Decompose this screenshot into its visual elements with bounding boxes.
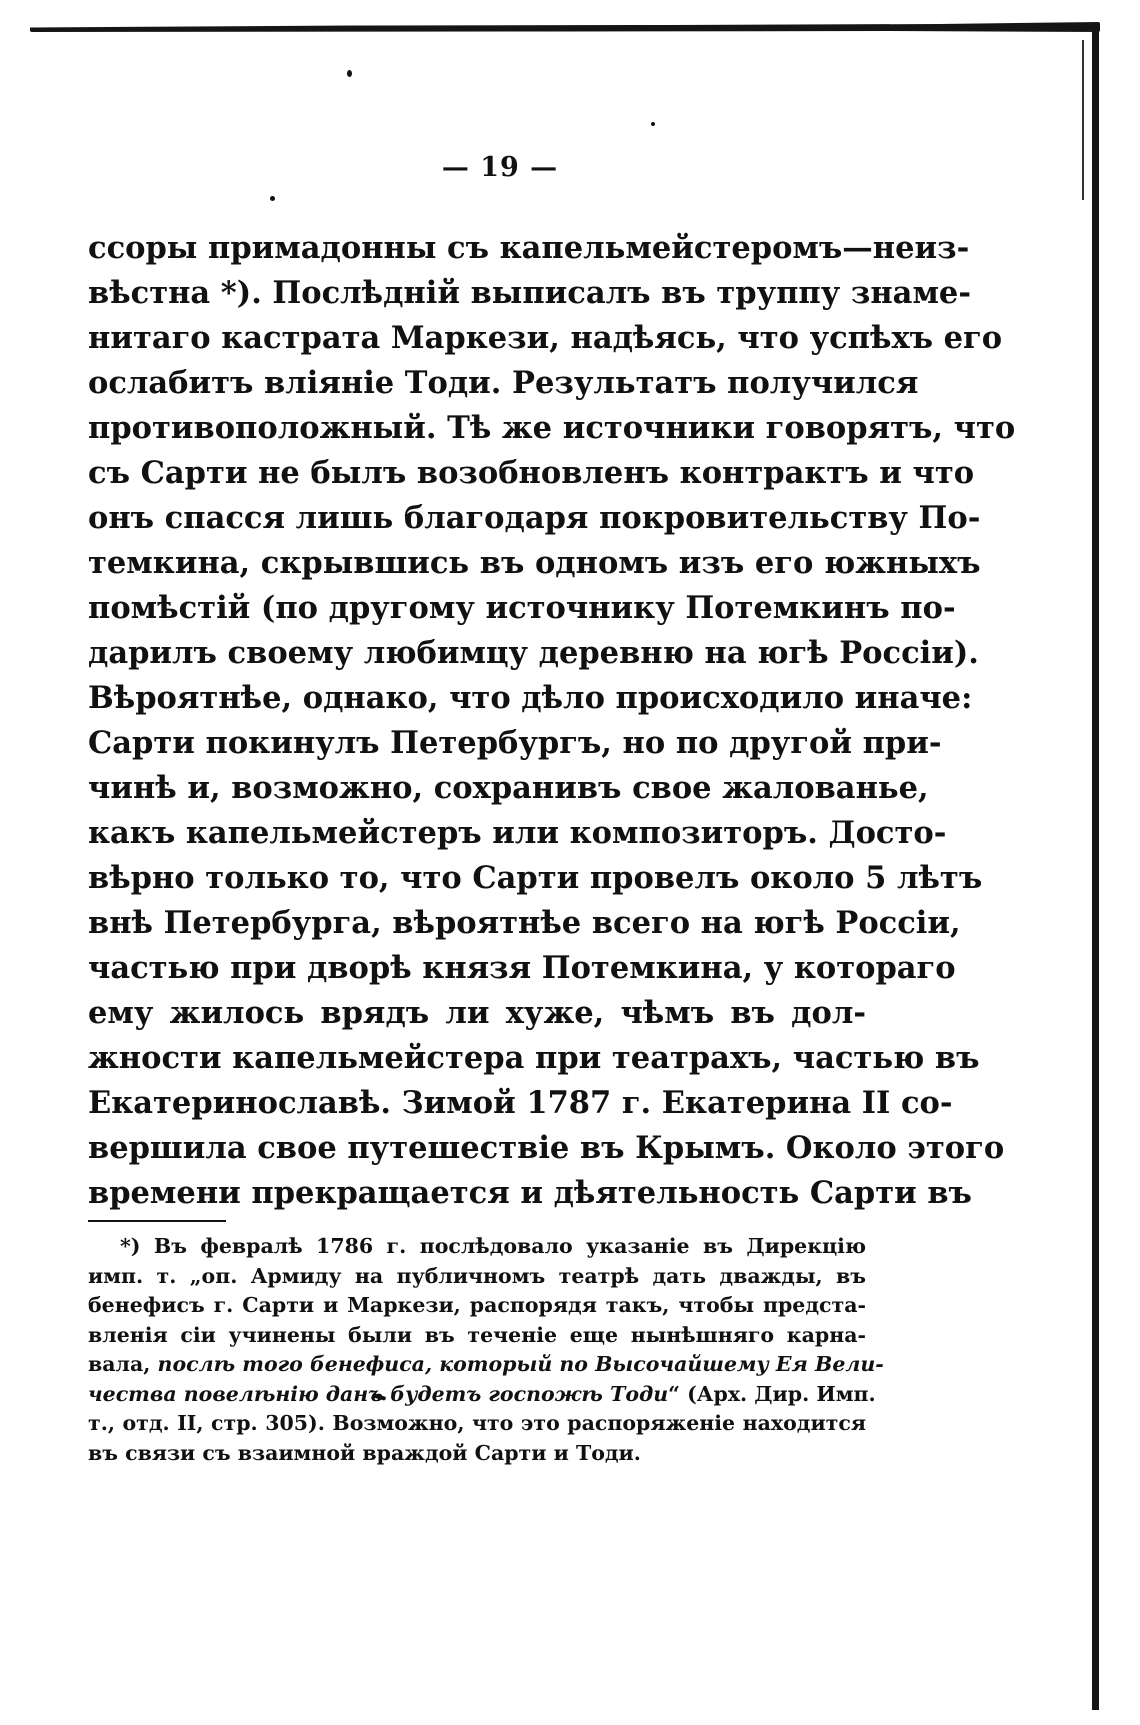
scan-right-edge xyxy=(1092,30,1099,1710)
text-line: онъ спасся лишь благодаря покровительству По- xyxy=(88,500,981,536)
text-line: вершила свое путешествiе въ Крымъ. Около этого xyxy=(88,1130,1005,1166)
text-line: ему жилось врядъ ли хуже, чѣмъ въ дол- xyxy=(88,995,866,1031)
text-line: какъ капельмейстеръ или композиторъ. Досто- xyxy=(88,815,947,851)
text-line: противоположный. Тѣ же источники говорятъ, что xyxy=(88,410,1016,446)
footnote xyxy=(88,1232,884,1468)
footnote-line: имп. т. „оп. Армиду на публичномъ театрѣ дать дважды, въ xyxy=(88,1263,866,1288)
footnote-line: вленiя сiи учинены были въ теченiе еще нынѣшняго карна- xyxy=(88,1322,866,1347)
text-line: помѣстiй (по другому источнику Потемкинъ по- xyxy=(88,590,956,626)
text-line: Вѣроятнѣе, однако, что дѣло происходило иначе: xyxy=(88,680,973,716)
footnote-quote: послѣ того бенефиса, который по Высочайшему Ея Вели- xyxy=(157,1352,884,1376)
text-line: нитаго кастрата Маркези, надѣясь, что успѣхъ его xyxy=(88,320,1003,356)
ink-speck xyxy=(651,122,655,126)
text-line: вѣрно только то, что Сарти провелъ около 5 лѣтъ xyxy=(88,860,983,896)
footnote-text: вала, xyxy=(88,1352,151,1376)
text-line: внѣ Петербурга, вѣроятнѣе всего на югѣ Россiи, xyxy=(88,905,961,941)
footnote-line: бенефисъ г. Сарти и Маркези, распорядя такъ, чтобы предста- xyxy=(88,1293,866,1317)
text-line: темкина, скрывшись въ одномъ изъ его южныхъ xyxy=(88,545,981,581)
scan-top-edge xyxy=(30,22,1100,32)
ink-speck xyxy=(347,70,352,77)
text-line: времени прекращается и дѣятельность Сарти въ xyxy=(88,1175,972,1211)
text-line: ослабитъ влiянiе Тоди. Результатъ получился xyxy=(88,365,919,401)
footnote-line: т., отд. II, стр. 305). Возможно, что это распоряженiе находится xyxy=(88,1411,866,1435)
footnote-line: *) Въ февралѣ 1786 г. послѣдовало указанiе въ Дирекцiю xyxy=(120,1234,866,1258)
page-number: — 19 — xyxy=(441,152,559,183)
footnote-line xyxy=(88,1350,884,1380)
text-line: ссоры примадонны съ капельмейстеромъ—неиз- xyxy=(88,230,970,266)
text-line: вѣстна *). Послѣднiй выписалъ въ труппу знаме- xyxy=(88,275,971,311)
main-text xyxy=(88,226,1016,1216)
text-line: чинѣ и, возможно, сохранивъ свое жалованье, xyxy=(88,770,929,806)
footnote-quote: чества повелѣнiю данъ будетъ госпожѣ Тоди xyxy=(88,1381,669,1406)
text-line: дарилъ своему любимцу деревню на югѣ Россiи). xyxy=(88,635,979,671)
footnote-line: въ связи съ взаимной враждой Сарти и Тоди. xyxy=(88,1440,641,1465)
text-line: частью при дворѣ князя Потемкина, у котораго xyxy=(88,950,956,986)
footnote-line xyxy=(88,1380,876,1410)
ink-speck xyxy=(270,196,275,201)
scan-right-edge-inner xyxy=(1082,40,1084,200)
text-line: Екатеринославѣ. Зимой 1787 г. Екатерина II со- xyxy=(88,1085,953,1121)
footnote-divider xyxy=(88,1220,226,1222)
footnote-text: “ (Арх. Дир. Имп. xyxy=(668,1381,876,1406)
text-line: жности капельмейстера при театрахъ, частью въ xyxy=(88,1040,980,1076)
text-line: съ Сарти не былъ возобновленъ контрактъ и что xyxy=(88,455,975,491)
text-line: Сарти покинулъ Петербургъ, но по другой при- xyxy=(88,725,942,761)
